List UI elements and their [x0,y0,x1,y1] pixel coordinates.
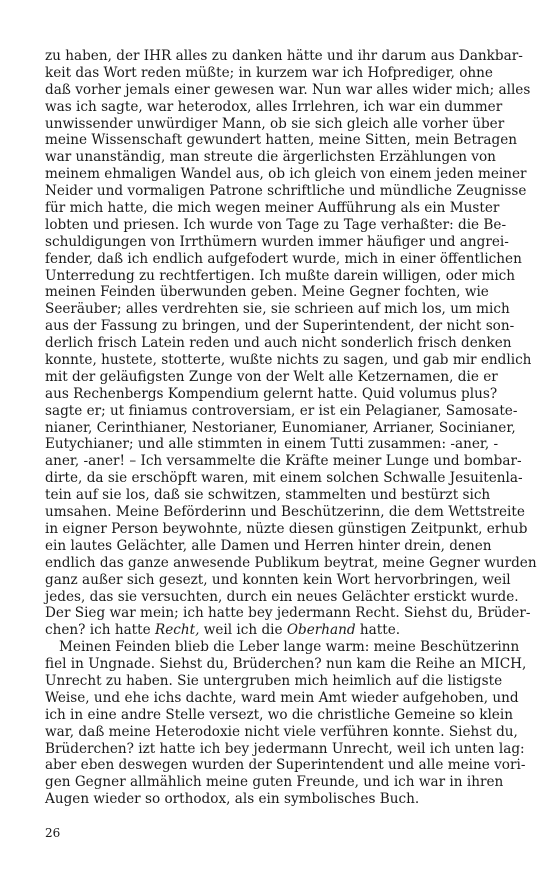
text-segment: dirte, da sie erschöpft waren, mit einem solchen Schwalle Jesuitenla- [45,470,523,487]
text-segment: mit der geläufigsten Zunge von der Welt alle Ketzernamen, die er [45,368,498,385]
text-segment: sagte er; ut finiamus controversiam, er ist ein Pelagianer, Samosate- [45,402,518,419]
text-line [45,166,527,183]
text-segment: derlich frisch Latein reden und auch nicht sonderlich frisch denken [45,335,512,352]
text-line [45,706,513,724]
text-line [45,504,525,521]
text-segment: Augen wieder so orthodox, als ein symbolisches Buch. [45,791,420,808]
text-segment: schuldigungen von Irrthümern wurden immer häufiger und angrei- [45,233,509,250]
text-line [45,81,531,99]
text-segment: keit das Wort reden müßte; in kurzem war ich Hofprediger, ohne [45,64,493,81]
text-line [45,622,470,639]
text-segment: meinen Feinden überwunden geben. Meine Gegner fochten, wie [45,284,489,301]
text-segment: was ich sagte, war heterodox, alles Irrlehren, ich war ein dummer [45,98,503,115]
text-line [45,115,505,133]
text-line [45,233,509,251]
text-line [45,470,523,487]
text-segment: in eigner Person beywohnte, nüzte diesen günstigen Zeitpunkt, erhub [45,520,528,537]
text-segment: daß vorher jemals einer gewesen war. Nun war alles wider mich; alles [45,81,531,98]
text-segment: Neider und vormaligen Patrone schriftliche und mündliche Zeugnisse [45,183,527,200]
text-line [45,352,532,369]
text-segment: Seeräuber; alles verdrehten sie, sie schrieen auf mich los, um mich [45,301,510,318]
text-segment: fender, daß ich endlich aufgefodert wurde, mich in einer öffentlichen [45,250,522,267]
text-line [45,520,528,538]
text-segment: ich in eine andre Stelle versezt, wo die christliche Gemeine so klein [45,706,513,723]
text-line [45,335,512,352]
text-line [45,200,500,217]
text-segment: meinem ehmaligen Wandel aus, ob ich gleich von einem jeden meiner [45,166,527,183]
text-segment: war unanständig, man streute die ärgerlichsten Erzählungen von [45,149,496,166]
text-segment: für mich hatte, die mich wegen meiner Aufführung als ein Muster [45,200,500,217]
paragraph [45,639,527,808]
text-segment: Der Sieg war mein; ich hatte bey jedermann Recht. Siehst du, Brüder- [45,605,531,622]
text-line [45,740,525,758]
text-line [45,385,498,403]
text-segment: lobten und priesen. Ich wurde von Tage zu Tage verhaßter: die Be- [45,216,507,233]
text-segment: Weise, und ehe ichs dachte, ward mein Amt wieder aufgehoben, und [45,689,519,706]
text-line [45,98,503,116]
text-line [45,588,519,606]
text-line [45,419,516,437]
italic-text: Oberhand [286,622,356,639]
text-segment: Brüderchen? izt hatte ich bey jedermann Unrecht, weil ich unten lag: [45,740,525,757]
text-line [45,402,518,420]
text-segment: Eutychianer; und alle stimmten in einem Tutti zusammen: -aner, - [45,436,499,453]
text-segment: endlich das ganze anwesende Publikum beytrat, meine Gegner wurden [45,554,537,571]
text-line [45,672,503,690]
text-segment: ein lautes Gelächter, alle Damen und Herren hinter drein, denen [45,537,492,554]
text-line [45,183,527,200]
text-segment: aber eben deswegen wurden der Superintendent und alle meine vori- [45,757,526,774]
text-line [45,453,522,470]
text-line [45,368,498,386]
text-line [45,689,519,707]
text-segment: Unrecht zu haben. Sie untergruben mich heimlich auf die listigste [45,672,503,689]
text-segment: konnte, hustete, stotterte, wußte nichts zu sagen, und gab mir endlich [45,352,532,369]
text-line [45,774,504,791]
text-segment: gen Gegner allmählich meine guten Freunde, und ich war in ihren [45,774,504,791]
text-line [45,487,491,504]
text-segment: hatte. [355,622,401,639]
text-segment: fiel in Ungnade. Siehst du, Brüderchen? nun kam die Reihe an MICH, [45,656,527,673]
text-segment: umsahen. Meine Beförderinn und Beschützerinn, die dem Wettstreite [45,504,525,521]
text-line [45,48,523,65]
text-segment: zu haben, der IHR alles zu danken hätte und ihr darum aus Dankbar- [45,48,523,64]
text-line [45,318,515,335]
text-line [45,301,510,318]
text-line [45,571,511,589]
page-number: 26 [45,826,61,840]
text-line [45,537,492,555]
text-line [45,723,518,741]
text-segment: ganz außer sich gesezt, und konnten kein Wort hervorbringen, weil [45,571,511,588]
text-line [45,656,527,673]
italic-text: Recht, [154,622,200,639]
text-line [45,791,470,808]
text-line [45,64,493,82]
text-segment: meine Wissenschaft gewundert hatten, meine Sitten, mein Betragen [45,132,518,149]
text-segment: aner, -aner! – Ich versammelte die Kräfte meiner Lunge und bombar- [45,453,522,470]
text-segment: Unterredung zu rechtfertigen. Ich mußte darein willigen, oder mich [45,267,516,284]
paragraph [45,48,537,639]
text-line [45,554,537,572]
text-line [45,267,516,285]
text-line [45,216,507,234]
text-segment: tein auf sie los, daß sie schwitzen, stammelten und bestürzt sich [45,487,491,504]
text-line [45,757,526,774]
text-segment: unwissender unwürdiger Mann, ob sie sich gleich alle vorher über [45,115,505,132]
text-line [45,605,531,622]
text-segment: weil ich die [199,622,287,639]
text-line [45,284,489,301]
text-segment: Meinen Feinden blieb die Leber lange warm: meine Beschützerinn [59,639,520,656]
text-segment: nianer, Cerinthianer, Nestorianer, Eunomianer, Arrianer, Socinianer, [45,419,516,436]
text-line [45,250,522,268]
text-segment: aus Rechenbergs Kompendium gelernt hatte. Quid volumus plus? [45,385,498,402]
text-line [45,149,496,166]
text-line [45,132,518,149]
text-segment: aus der Fassung zu bringen, und der Superintendent, der nicht son- [45,318,515,335]
text-segment: jedes, das sie versuchten, durch ein neues Gelächter erstickt wurde. [45,588,519,605]
text-line [45,436,499,453]
text-segment: chen? ich hatte [45,622,155,639]
text-segment: war, daß meine Heterodoxie nicht viele verführen konnte. Siehst du, [45,723,518,740]
text-line [45,639,520,656]
body-text [45,48,537,808]
